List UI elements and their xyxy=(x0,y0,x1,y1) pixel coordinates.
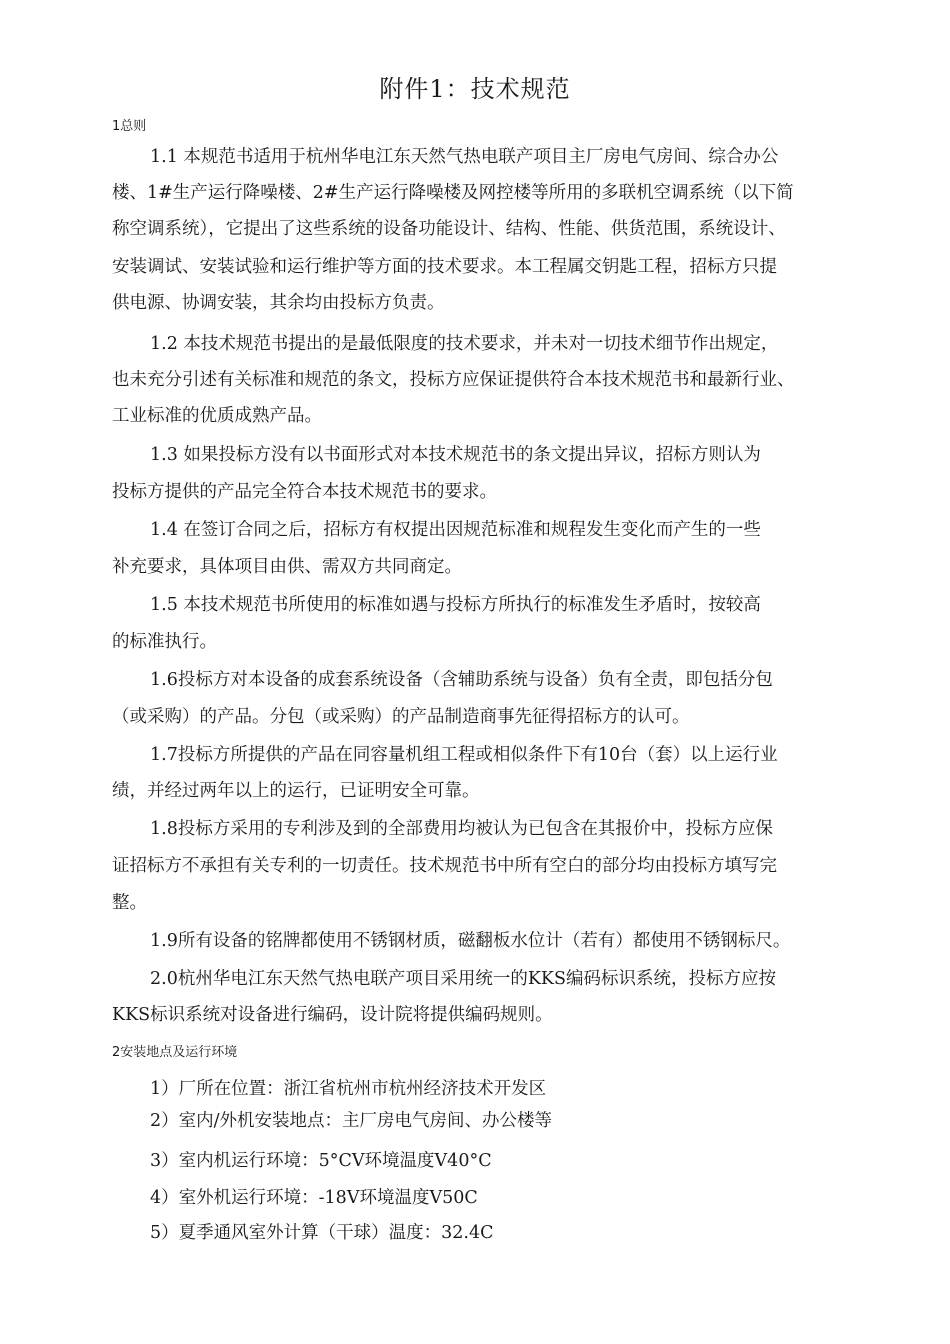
paragraph-line: 1.8投标方采用的专利涉及到的全部费用均被认为已包含在其报价中，投标方应保 xyxy=(150,819,773,839)
paragraph-line: 1.6投标方对本设备的成套系统设备（含辅助系统与设备）负有全责，即包括分包 xyxy=(150,670,773,690)
paragraph-line: 证招标方不承担有关专利的一切责任。技术规范书中所有空白的部分均由投标方填写完 xyxy=(112,856,777,876)
paragraph-line: （或采购）的产品。分包（或采购）的产品制造商事先征得招标方的认可。 xyxy=(112,707,690,727)
list-item: 4）室外机运行环境：-18V环境温度V50C xyxy=(150,1188,478,1208)
list-item: 3）室内机运行环境：5°CV环境温度V40°C xyxy=(150,1151,492,1171)
paragraph-line: 1.9所有设备的铭牌都使用不锈钢材质，磁翻板水位计（若有）都使用不锈钢标尺。 xyxy=(150,931,791,951)
paragraph-line: 也未充分引述有关标准和规范的条文，投标方应保证提供符合本技术规范书和最新行业、 xyxy=(112,370,795,390)
paragraph-line: 投标方提供的产品完全符合本技术规范书的要求。 xyxy=(112,482,497,502)
paragraph-line: 1.3 如果投标方没有以书面形式对本技术规范书的条文提出异议，招标方则认为 xyxy=(150,445,761,465)
paragraph-line: 补充要求，具体项目由供、需双方共同商定。 xyxy=(112,557,462,577)
list-item: 1）厂所在位置：浙江省杭州市杭州经济技术开发区 xyxy=(150,1079,547,1099)
list-item: 2）室内/外机安装地点：主厂房电气房间、办公楼等 xyxy=(150,1111,553,1131)
paragraph-line: 1.7投标方所提供的产品在同容量机组工程或相似条件下有10台（套）以上运行业 xyxy=(150,745,778,765)
paragraph-line: 绩，并经过两年以上的运行，已证明安全可靠。 xyxy=(112,781,480,801)
paragraph-line: 1.4 在签订合同之后，招标方有权提出因规范标准和规程发生变化而产生的一些 xyxy=(150,520,761,540)
paragraph-line: 2.0杭州华电江东天然气热电联产项目采用统一的KKS编码标识系统，投标方应按 xyxy=(150,969,776,989)
paragraph-line: 工业标准的优质成熟产品。 xyxy=(112,406,322,426)
paragraph-line: 称空调系统），它提出了这些系统的设备功能设计、结构、性能、供货范围，系统设计、 xyxy=(112,219,786,239)
list-item: 5）夏季通风室外计算（干球）温度：32.4C xyxy=(150,1223,494,1243)
paragraph-line: 的标准执行。 xyxy=(112,632,217,652)
section-heading: 2安装地点及运行环境 xyxy=(112,1045,238,1060)
paragraph-line: 1.5 本技术规范书所使用的标准如遇与投标方所执行的标准发生矛盾时，按较高 xyxy=(150,595,761,615)
section-heading: 1总则 xyxy=(112,119,147,134)
paragraph-line: 楼、1#生产运行降噪楼、2#生产运行降噪楼及网控楼等所用的多联机空调系统（以下简 xyxy=(112,183,794,203)
paragraph-line: KKS标识系统对设备进行编码，设计院将提供编码规则。 xyxy=(112,1005,553,1025)
paragraph-line: 1.1 本规范书适用于杭州华电江东天然气热电联产项目主厂房电气房间、综合办公 xyxy=(150,147,779,167)
document-title: 附件1：技术规范 xyxy=(379,75,571,103)
paragraph-line: 整。 xyxy=(112,893,147,913)
paragraph-line: 安装调试、安装试验和运行维护等方面的技术要求。本工程属交钥匙工程，招标方只提 xyxy=(112,257,777,277)
paragraph-line: 1.2 本技术规范书提出的是最低限度的技术要求，并未对一切技术细节作出规定， xyxy=(150,334,779,354)
paragraph-line: 供电源、协调安装，其余均由投标方负责。 xyxy=(112,293,445,313)
